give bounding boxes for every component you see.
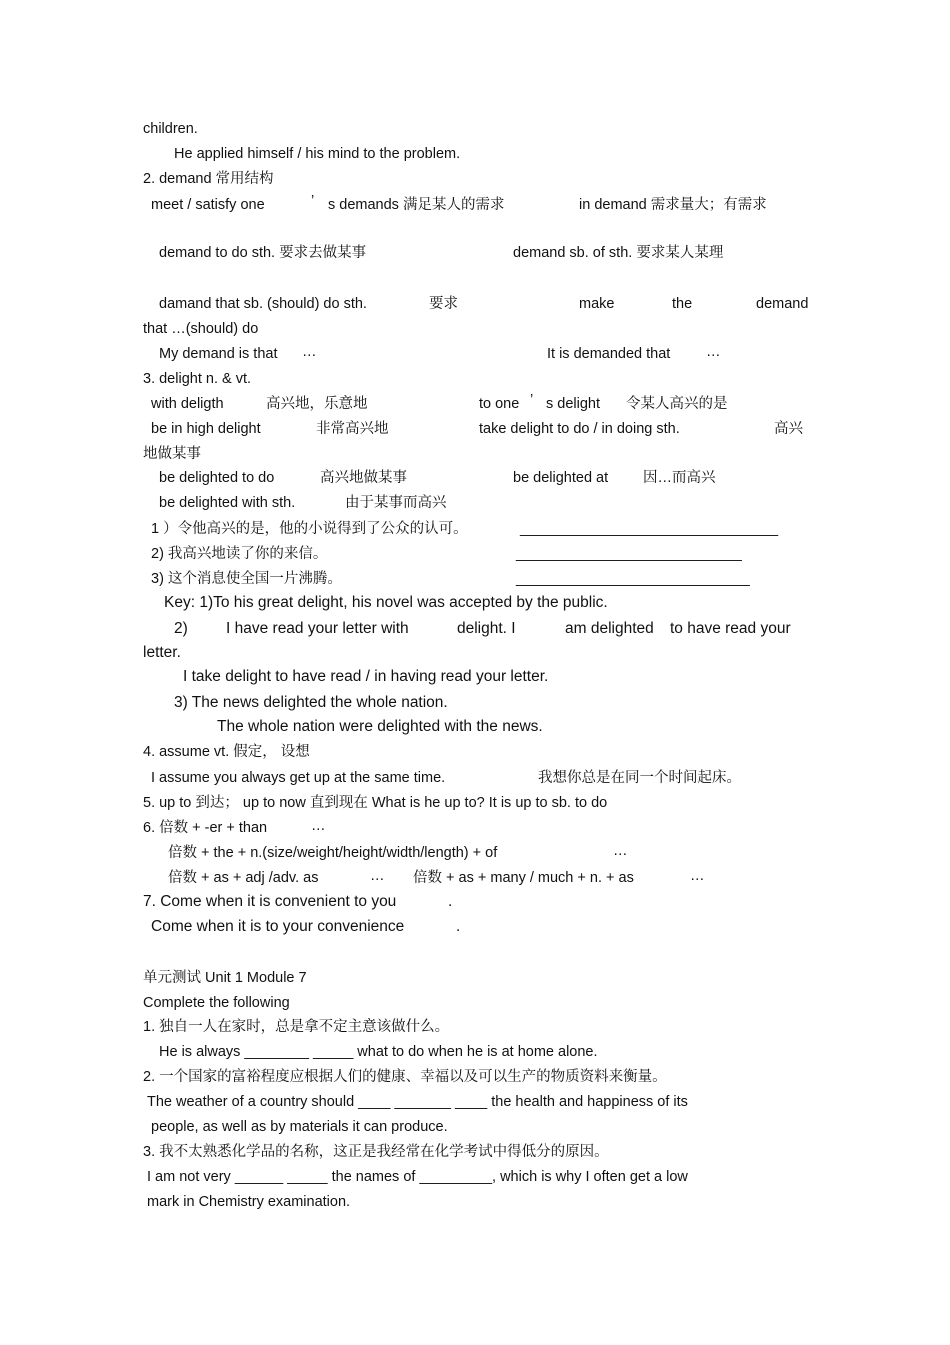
exercise-sentence: He is always ________ _____ what to do when he is at home alone. bbox=[159, 1044, 598, 1060]
section-heading: 3. delight n. & vt. bbox=[143, 371, 252, 387]
text-line: be delighted at bbox=[513, 470, 609, 486]
text-line: 因…而高兴 bbox=[643, 470, 716, 486]
text-line: … bbox=[370, 868, 385, 884]
text-line: damand that sb. (should) do sth. bbox=[159, 296, 367, 312]
section-heading: 2. demand 常用结构 bbox=[143, 171, 274, 187]
text-line: that …(should) do bbox=[143, 321, 259, 337]
text-line: Complete the following bbox=[143, 995, 290, 1011]
text-line: 非常高兴地 bbox=[316, 421, 389, 437]
answer-blank: ________________________________ bbox=[520, 521, 779, 537]
answer-key: 2) bbox=[174, 620, 188, 637]
answer-key: I have read your letter with bbox=[226, 620, 409, 637]
exercise-prompt: 3) 这个消息使全国一片沸腾。 bbox=[151, 571, 342, 587]
answer-blank: ____________________________ bbox=[516, 546, 742, 562]
section-heading: 单元测试 Unit 1 Module 7 bbox=[143, 970, 307, 986]
text-line: 要求 bbox=[429, 296, 458, 312]
section-heading: 4. assume vt. 假定， 设想 bbox=[143, 744, 310, 760]
exercise-sentence: mark in Chemistry examination. bbox=[147, 1194, 351, 1210]
text-line: 我想你总是在同一个时间起床。 bbox=[538, 770, 741, 786]
text-line: the bbox=[672, 296, 693, 312]
exercise-sentence: people, as well as by materials it can produce. bbox=[151, 1119, 448, 1135]
text-line: meet / satisfy one bbox=[151, 197, 265, 213]
text-line: . bbox=[448, 893, 453, 910]
section-heading: 6. 倍数 + -er + than bbox=[143, 820, 268, 836]
section-heading: 5. up to 到达； up to now 直到现在 What is he up to? It is up to sb. to do bbox=[143, 795, 608, 811]
text-line: … bbox=[302, 344, 317, 360]
text-line: ’ bbox=[530, 392, 534, 408]
text-line: 倍数 + as + adj /adv. as bbox=[168, 870, 319, 886]
text-line: with deligth bbox=[151, 396, 224, 412]
text-line: 倍数 + as + many / much + n. + as bbox=[413, 870, 634, 886]
answer-key: I take delight to have read / in having read your letter. bbox=[183, 668, 549, 685]
answer-key: Key: 1)To his great delight, his novel was accepted by the public. bbox=[164, 594, 608, 611]
text-line: s delight bbox=[546, 396, 601, 412]
text-line: 倍数 + the + n.(size/weight/height/width/length) + of bbox=[168, 845, 498, 861]
text-line: I assume you always get up at the same time. bbox=[151, 770, 446, 786]
text-line: 高兴地做某事 bbox=[320, 470, 407, 486]
exercise-sentence: I am not very ______ _____ the names of _________, which is why I often get a low bbox=[147, 1169, 688, 1185]
text-line: be delighted to do bbox=[159, 470, 275, 486]
text-line: 地做某事 bbox=[143, 446, 201, 462]
text-line: demand sb. of sth. 要求某人某理 bbox=[513, 245, 724, 261]
answer-key: The whole nation were delighted with the news. bbox=[217, 718, 543, 735]
text-line: children. bbox=[143, 121, 198, 137]
text-line: in demand 需求量大；有需求 bbox=[579, 197, 767, 213]
exercise-prompt: 1 ）令他高兴的是，他的小说得到了公众的认可。 bbox=[151, 521, 468, 537]
text-line: ’ bbox=[311, 193, 315, 209]
exercise-prompt: 2. 一个国家的富裕程度应根据人们的健康、幸福以及可以生产的物质资料来衡量。 bbox=[143, 1069, 667, 1085]
text-line: . bbox=[456, 918, 461, 935]
text-line: to one bbox=[479, 396, 520, 412]
text-line: … bbox=[706, 344, 721, 360]
text-line: 高兴 bbox=[774, 421, 803, 437]
text-line: 令某人高兴的是 bbox=[626, 396, 728, 412]
answer-key: delight. I bbox=[457, 620, 516, 637]
text-line: It is demanded that bbox=[547, 346, 671, 362]
exercise-prompt: 3. 我不太熟悉化学品的名称，这正是我经常在化学考试中得低分的原因。 bbox=[143, 1144, 609, 1160]
answer-key: letter. bbox=[143, 644, 181, 661]
text-line: My demand is that bbox=[159, 346, 278, 362]
text-line: take delight to do / in doing sth. bbox=[479, 421, 680, 437]
text-line: Come when it is to your convenience bbox=[151, 918, 405, 935]
section-heading: 7. Come when it is convenient to you bbox=[143, 893, 397, 910]
text-line: 高兴地，乐意地 bbox=[266, 396, 368, 412]
text-line: make bbox=[579, 296, 615, 312]
exercise-sentence: The weather of a country should ____ _______ ____ the health and happiness of its bbox=[147, 1094, 688, 1110]
answer-key: 3) The news delighted the whole nation. bbox=[174, 694, 448, 711]
text-line: … bbox=[613, 843, 628, 859]
text-line: be in high delight bbox=[151, 421, 261, 437]
answer-key: to have read your bbox=[670, 620, 791, 637]
text-line: … bbox=[311, 818, 326, 834]
text-line: be delighted with sth. bbox=[159, 495, 296, 511]
text-line: demand to do sth. 要求去做某事 bbox=[159, 245, 367, 261]
text-line: … bbox=[690, 868, 705, 884]
answer-blank: _____________________________ bbox=[516, 571, 750, 587]
exercise-prompt: 2) 我高兴地读了你的来信。 bbox=[151, 546, 328, 562]
answer-key: am delighted bbox=[565, 620, 654, 637]
exercise-prompt: 1. 独自一人在家时，总是拿不定主意该做什么。 bbox=[143, 1019, 450, 1035]
text-line: He applied himself / his mind to the problem. bbox=[174, 146, 461, 162]
text-line: s demands 满足某人的需求 bbox=[328, 197, 505, 213]
text-line: 由于某事而高兴 bbox=[345, 495, 447, 511]
text-line: demand bbox=[756, 296, 809, 312]
